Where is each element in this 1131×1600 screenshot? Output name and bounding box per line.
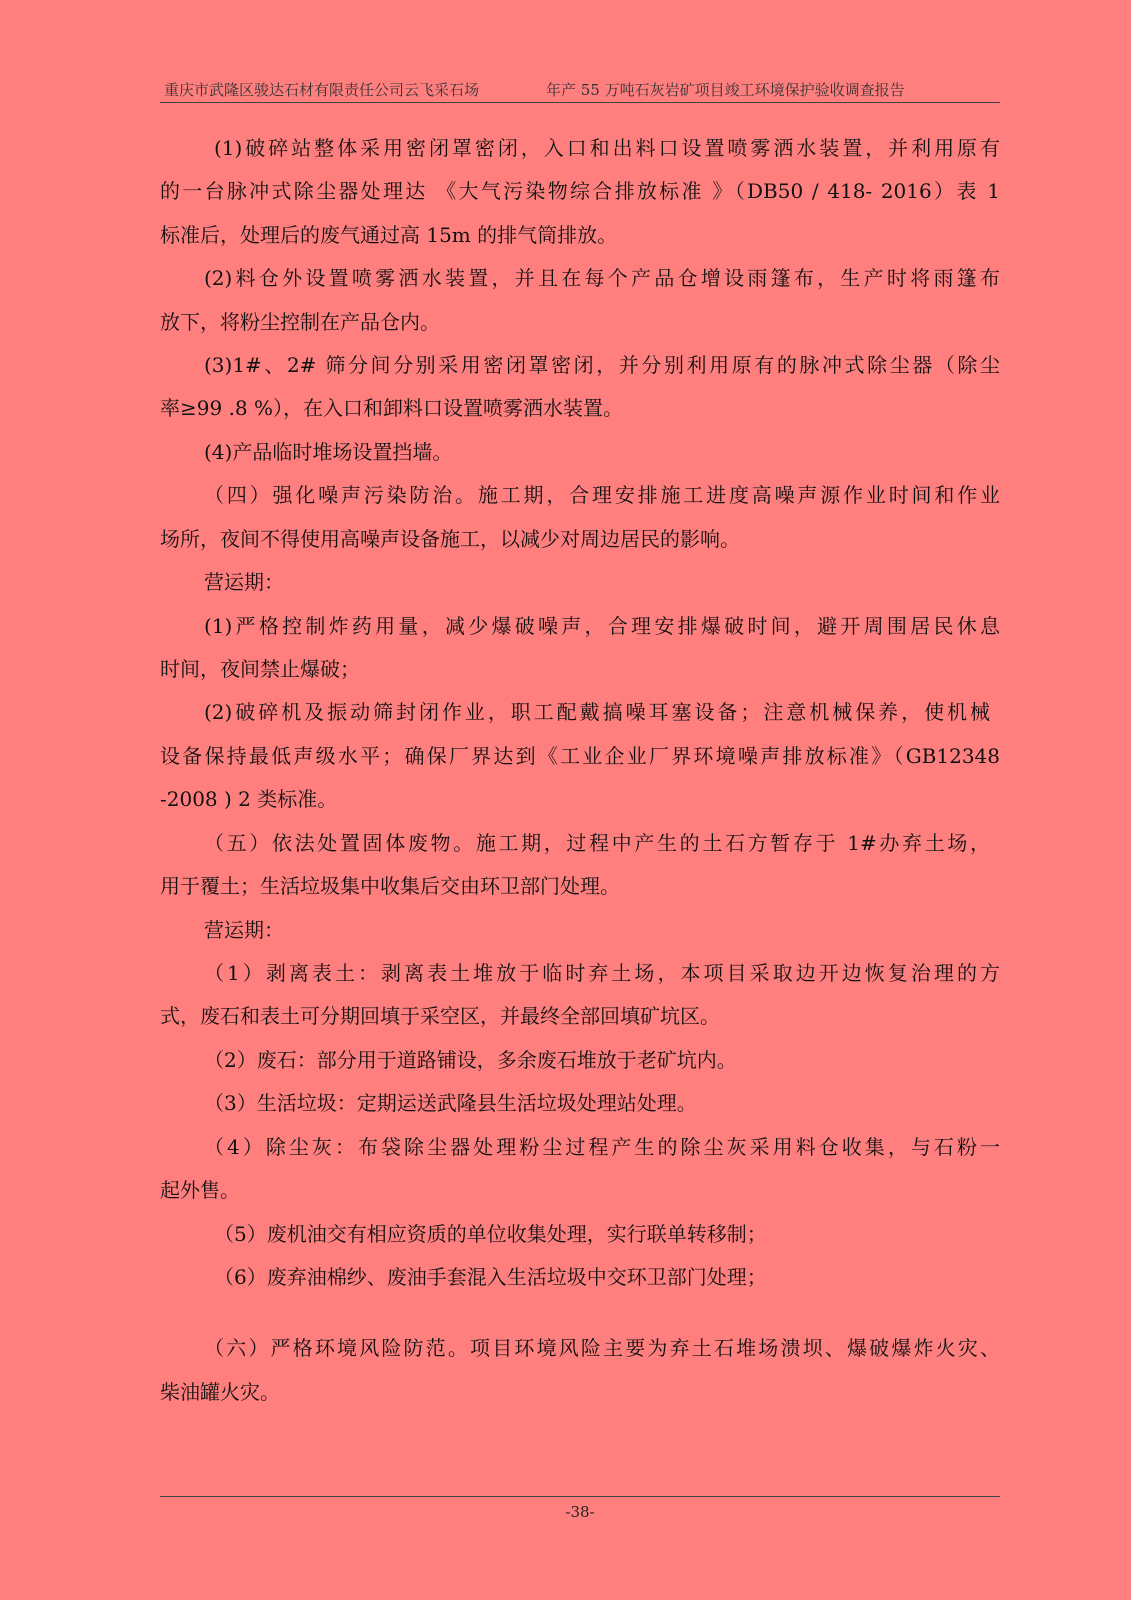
text-line: （5）废机油交有相应资质的单位收集处理，实行联单转移制；	[214, 1222, 767, 1246]
text-line: （4）除尘灰：布袋除尘器处理粉尘过程产生的除尘灰采用料仓收集，与石粉一	[204, 1135, 1000, 1159]
text-line: 的一台脉冲式除尘器处理达 《大气污染物综合排放标准 》（DB50 / 418- 2016）表 1	[160, 179, 1000, 203]
text-line: （五）依法处置固体废物。施工期，过程中产生的土石方暂存于 1#办弃土场，	[204, 831, 990, 855]
text-line: (3)1#、2# 筛分间分别采用密闭罩密闭，并分别利用原有的脉冲式除尘器（除尘	[204, 353, 1000, 377]
header-company: 重庆市武隆区骏达石材有限责任公司云飞采石场	[164, 81, 480, 99]
text-line: (2)料仓外设置喷雾洒水装置，并且在每个产品仓增设雨篷布，生产时将雨篷布	[204, 266, 1000, 290]
text-line: （六）严格环境风险防范。项目环境风险主要为弃土石堆场溃坝、爆破爆炸火灾、	[204, 1336, 1000, 1360]
header-rule	[160, 102, 1000, 103]
text-line: (4)产品临时堆场设置挡墙。	[204, 440, 453, 464]
text-line: 标准后，处理后的废气通过高 15m 的排气筒排放。	[160, 223, 618, 247]
text-line: 率≥99 .8 %），在入口和卸料口设置喷雾洒水装置。	[160, 396, 624, 420]
text-line: 营运期：	[204, 570, 284, 594]
footer-rule	[160, 1496, 1000, 1497]
text-line: 柴油罐火灾。	[160, 1380, 280, 1404]
text-line: （1）剥离表土：剥离表土堆放于临时弃土场，本项目采取边开边恢复治理的方	[204, 961, 1000, 985]
text-line: （四）强化噪声污染防治。施工期，合理安排施工进度高噪声源作业时间和作业	[204, 483, 1000, 507]
text-line: 营运期：	[204, 918, 284, 942]
text-line: 时间，夜间禁止爆破；	[160, 657, 360, 681]
text-line: （3）生活垃圾：定期运送武隆县生活垃圾处理站处理。	[204, 1091, 697, 1115]
page-number: -38-	[565, 1503, 595, 1521]
text-line: (1)严格控制炸药用量，减少爆破噪声，合理安排爆破时间，避开周围居民休息	[204, 614, 1000, 638]
text-line: （2）废石：部分用于道路铺设，多余废石堆放于老矿坑内。	[204, 1048, 737, 1072]
text-line: 设备保持最低声级水平；确保厂界达到《工业企业厂界环境噪声排放标准》（GB12348	[160, 744, 1000, 768]
text-line: 起外售。	[160, 1178, 240, 1202]
text-line: 放下，将粉尘控制在产品仓内。	[160, 310, 440, 334]
text-line: 式，废石和表土可分期回填于采空区，并最终全部回填矿坑区。	[160, 1004, 720, 1028]
text-line: （6）废弃油棉纱、废油手套混入生活垃圾中交环卫部门处理；	[214, 1265, 767, 1289]
text-line: 场所，夜间不得使用高噪声设备施工，以减少对周边居民的影响。	[160, 527, 740, 551]
text-line: (1)破碎站整体采用密闭罩密闭，入口和出料口设置喷雾洒水装置，并利用原有	[214, 136, 1000, 160]
header-report-title: 年产 55 万吨石灰岩矿项目竣工环境保护验收调查报告	[546, 81, 905, 99]
running-header	[160, 78, 1000, 102]
text-line: 用于覆土；生活垃圾集中收集后交由环卫部门处理。	[160, 874, 620, 898]
text-line: -2008 ) 2 类标准。	[160, 787, 338, 811]
text-line: (2)破碎机及振动筛封闭作业，职工配戴搞噪耳塞设备；注意机械保养，使机械	[204, 700, 990, 724]
